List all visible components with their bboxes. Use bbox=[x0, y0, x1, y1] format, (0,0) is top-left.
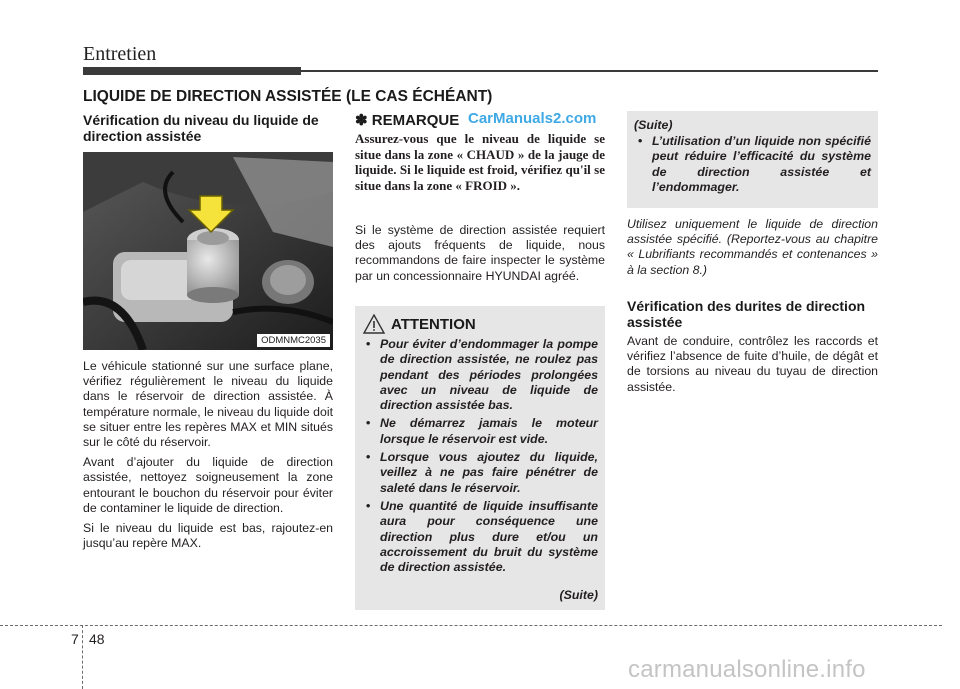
remark-body: Si le système de direction assistée requiert des ajouts fréquents de liquide, nous recommandons de faire inspecter le système par un concessionnaire HYUNDAI agréé. bbox=[355, 223, 605, 283]
section-title: Entretien bbox=[83, 43, 157, 65]
attention-continued: (Suite) bbox=[559, 588, 598, 602]
photo-code: ODMNMC2035 bbox=[257, 334, 330, 347]
header-bar bbox=[83, 67, 301, 75]
page-number: 48 bbox=[89, 631, 105, 647]
col1-paragraph: Avant d’ajouter du liquide de direction assistée, nettoyez soigneusement la zone entourant le bouchon du réservoir pour éviter de contaminer le liquide de direction. bbox=[83, 455, 333, 515]
continued-list bbox=[634, 134, 871, 195]
col1-body bbox=[83, 359, 333, 556]
footer-divider bbox=[0, 625, 942, 626]
col1-paragraph: Si le niveau du liquide est bas, rajoutez-en jusqu’au repère MAX. bbox=[83, 521, 333, 551]
remark-bold-text: Assurez-vous que le niveau de liquide se situe dans la zone « CHAUD » de la jauge de liquide. Si le liquide est froid, vérifiez qu'il se situe dans la zone « FROID ». bbox=[355, 131, 605, 193]
fluid-level-subheading: Vérification du niveau du liquide de direction assistée bbox=[83, 112, 319, 144]
engine-bay-illustration bbox=[83, 152, 333, 350]
chapter-number: 7 bbox=[71, 631, 79, 647]
header-rule bbox=[301, 70, 878, 72]
warning-triangle-icon bbox=[363, 314, 385, 334]
reservoir-photo bbox=[83, 152, 333, 350]
attention-item: • Ne démarrez jamais le moteur lorsque le réservoir est vide. bbox=[362, 416, 598, 447]
remark-title: ✽ REMARQUE bbox=[355, 112, 460, 129]
continued-label: (Suite) bbox=[634, 118, 673, 132]
hoses-body: Avant de conduire, contrôlez les raccords et vérifiez l’absence de fuite d’huile, de dégât et de torsions au niveau du tuyau de direction assistée. bbox=[627, 334, 878, 394]
carmanuals-watermark[interactable]: CarManuals2.com bbox=[468, 110, 597, 127]
col1-paragraph: Le véhicule stationné sur une surface plane, vérifiez régulièrement le niveau du liquide dans le réservoir de direction assistée. À température normale, le niveau du liquide doit se situer entre les repères MAX et MIN situés sur le côté du réservoir. bbox=[83, 359, 333, 450]
continued-warning-box bbox=[627, 111, 878, 208]
attention-item: • Lorsque vous ajoutez du liquide, veillez à ne pas faire pénétrer de saleté dans le réservoir. bbox=[362, 450, 598, 496]
continued-item: • L’utilisation d’un liquide non spécifié peut réduire l’efficacité du système de direction assistée et l’endommager. bbox=[634, 134, 871, 195]
footer-watermark[interactable]: carmanualsonline.info bbox=[628, 656, 866, 683]
fluid-spec-note: Utilisez uniquement le liquide de direction assistée spécifié. (Reportez-vous au chapitre « Lubrifiants recommandés et contenances » à la section 8.) bbox=[627, 217, 878, 277]
attention-title: ATTENTION bbox=[391, 316, 476, 333]
page-heading: LIQUIDE DE DIRECTION ASSISTÉE (LE CAS ÉCHÉANT) bbox=[83, 88, 493, 105]
hoses-subheading: Vérification des durites de direction assistée bbox=[627, 298, 866, 330]
attention-list bbox=[362, 337, 598, 578]
attention-item: • Pour éviter d’endommager la pompe de direction assistée, ne roulez pas pendant des périodes prolongées avec un niveau de liquide de direction assistée bas. bbox=[362, 337, 598, 413]
attention-box bbox=[355, 306, 605, 610]
footer-vertical-divider bbox=[82, 625, 83, 689]
attention-item: • Une quantité de liquide insuffisante aura pour conséquence une direction plus dure et/ou un accroissement du bruit du système de direction assistée. bbox=[362, 499, 598, 575]
